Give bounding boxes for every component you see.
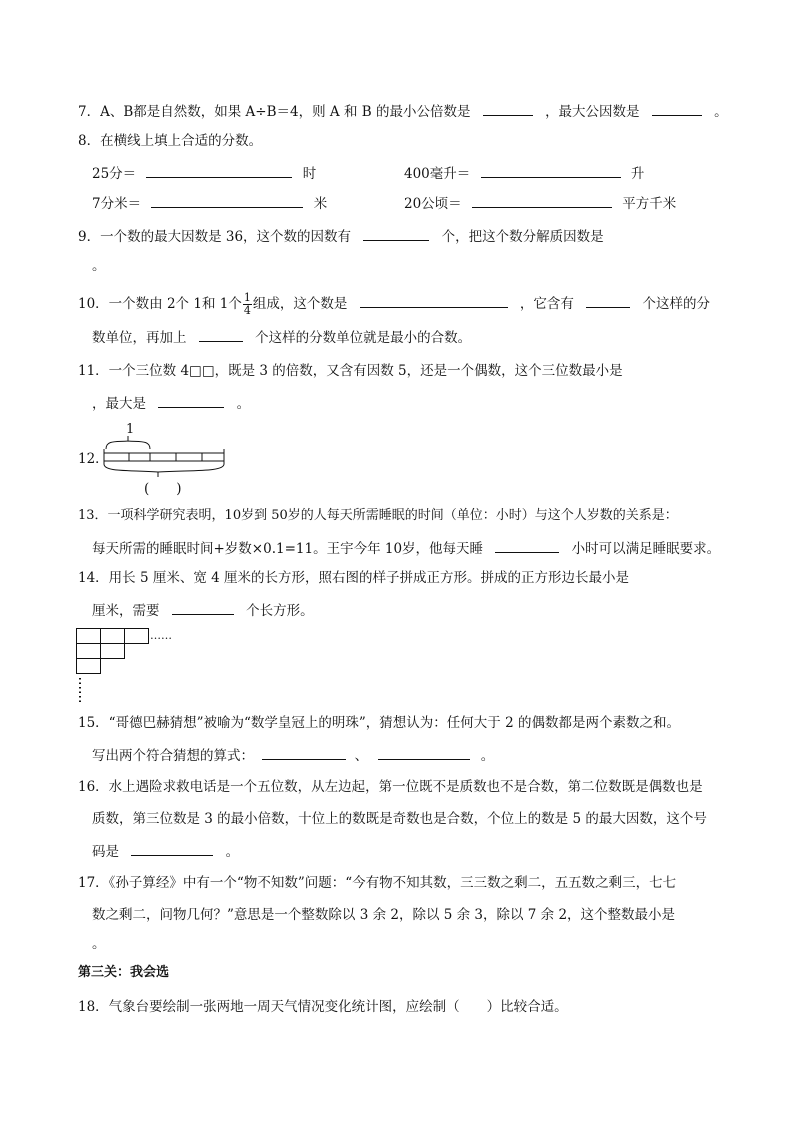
q7-blank-gcd[interactable] bbox=[652, 101, 702, 116]
q11-text-c: 。 bbox=[236, 396, 251, 412]
q8-row2-right bbox=[404, 193, 676, 214]
question-18: 18．气象台要绘制一张两地一周天气情况变化统计图，应绘制（ ）比较合适。 bbox=[78, 999, 568, 1015]
q16-line3 bbox=[92, 841, 239, 862]
q14-text-b: 厘米，需要 bbox=[92, 603, 160, 619]
q8-blank-7dm[interactable] bbox=[151, 193, 303, 208]
q10-line2 bbox=[92, 327, 471, 348]
q16-text-d: 。 bbox=[225, 844, 240, 860]
q15-blank-eq1[interactable] bbox=[262, 745, 346, 760]
q16-text-c: 码是 bbox=[92, 844, 119, 860]
fraction-numerator: 1 bbox=[243, 291, 251, 304]
q8-label-400ml: 400毫升＝ bbox=[404, 166, 471, 182]
q9-text-a: 9．一个数的最大因数是 36，这个数的因数有 bbox=[78, 229, 352, 245]
q9-end: 。 bbox=[92, 258, 106, 274]
q8-unit-liter: 升 bbox=[630, 166, 645, 182]
question-15: 15．“哥德巴赫猜想”被喻为“数学皇冠上的明珠”，猜想认为：任何大于 2 的偶数都是两个素数之和。 bbox=[78, 715, 680, 731]
q8-blank-400ml[interactable] bbox=[481, 163, 621, 178]
q15-text-d: 。 bbox=[480, 748, 495, 764]
q11-blank-max[interactable] bbox=[158, 393, 224, 408]
q10-text-d: 个这样的分 bbox=[642, 296, 711, 312]
fraction-denominator: 4 bbox=[243, 304, 251, 317]
question-17: 17．《孙子算经》中有一个“物不知数”问题：“今有物不知其数，三三数之剩二，五五数之剩三，七七 bbox=[78, 875, 677, 891]
question-9 bbox=[78, 226, 604, 247]
q8-unit-hour: 时 bbox=[302, 166, 317, 182]
section-3-heading: 第三关：我会选 bbox=[78, 965, 170, 980]
q9-text-b: 个，把这个数分解质因数是 bbox=[441, 229, 604, 245]
q10-text-f: 个这样的分数单位就是最小的合数。 bbox=[255, 330, 472, 346]
q8-row1-right bbox=[404, 163, 644, 184]
q16-blank-number[interactable] bbox=[131, 841, 213, 856]
q8-blank-25min[interactable] bbox=[146, 163, 292, 178]
question-13: 13．一项科学研究表明，10岁到 50岁的人每天所需睡眠的时间（单位：小时）与这个人岁数的关系是： bbox=[78, 508, 678, 523]
question-14: 14．用长 5 厘米、宽 4 厘米的长方形，照右图的样子拼成正方形。拼成的正方形边长最小是 bbox=[78, 570, 630, 586]
q13-text-b: 每天所需的睡眠时间+岁数×0.1=11。王宇今年 10岁，他每天睡 bbox=[92, 541, 484, 557]
q12-top-label: 1 bbox=[126, 422, 135, 437]
question-12-label: 12． bbox=[78, 451, 109, 467]
q10-blank-units[interactable] bbox=[586, 293, 630, 308]
q10-blank-add[interactable] bbox=[199, 327, 243, 342]
q15-text-c: 、 bbox=[354, 748, 369, 764]
q8-blank-20ha[interactable] bbox=[472, 193, 612, 208]
q15-blank-eq2[interactable] bbox=[378, 745, 470, 760]
q10-text-a: 10．一个数由 2个 1和 1个 bbox=[78, 296, 242, 312]
q8-row1-left bbox=[92, 163, 316, 184]
q10-text-c: ，它含有 bbox=[519, 296, 574, 312]
q17-line2: 数之剩二，问物几何？”意思是一个整数除以 3 余 2，除以 5 余 3，除以 7 余 2，这个整数最小是 bbox=[92, 907, 676, 923]
q11-line2 bbox=[92, 393, 250, 414]
q7-text-b: ，最大公因数是 bbox=[545, 104, 640, 120]
q14-dots: …… bbox=[150, 629, 172, 642]
q14-rectangle-tiling-diagram bbox=[76, 628, 156, 708]
q8-label-7dm: 7分米＝ bbox=[92, 196, 142, 212]
q12-answer-paren[interactable]: ( ) bbox=[144, 481, 182, 497]
q7-blank-lcm[interactable] bbox=[483, 101, 533, 116]
q14-blank-count[interactable] bbox=[172, 600, 234, 615]
q8-label-20ha: 20公顷＝ bbox=[404, 196, 462, 212]
q8-label-25min: 25分＝ bbox=[92, 166, 137, 182]
question-11: 11．一个三位数 4□□，既是 3 的倍数，又含有因数 5，还是一个偶数，这个三位数最小是 bbox=[78, 363, 623, 379]
question-16: 16．水上遇险求救电话是一个五位数，从左边起，第一位既不是质数也不是合数，第二位数既是偶数也是 bbox=[78, 779, 703, 795]
q8-unit-meter: 米 bbox=[313, 196, 328, 212]
q14-text-c: 个长方形。 bbox=[246, 603, 314, 619]
q8-unit-km2: 平方千米 bbox=[622, 196, 677, 212]
q15-text-b: 写出两个符合猜想的算式： bbox=[92, 748, 254, 764]
fraction-one-quarter bbox=[243, 292, 252, 317]
q16-line2: 质数，第三位数是 3 的最小倍数，十位上的数既是奇数也是合数，个位上的数是 5 的最大因数，这个号 bbox=[92, 811, 707, 827]
q7-text-c: 。 bbox=[714, 104, 728, 120]
q10-blank-number[interactable] bbox=[360, 293, 508, 308]
question-8-title: 8．在横线上填上合适的分数。 bbox=[78, 133, 263, 149]
q15-line2 bbox=[92, 745, 494, 766]
q13-blank-hours[interactable] bbox=[495, 538, 559, 553]
q13-line2 bbox=[92, 538, 720, 559]
q17-line3: 。 bbox=[92, 936, 106, 952]
q10-text-e: 数单位，再加上 bbox=[92, 330, 187, 346]
q8-row2-left bbox=[92, 193, 327, 214]
q10-text-b: 组成，这个数是 bbox=[252, 296, 348, 312]
q14-line2 bbox=[92, 600, 314, 621]
question-7 bbox=[78, 101, 728, 122]
q9-blank-count[interactable] bbox=[363, 226, 429, 241]
q7-text-a: 7．A、B都是自然数，如果 A÷B＝4，则 A 和 B 的最小公倍数是 bbox=[78, 104, 471, 120]
question-10 bbox=[78, 292, 710, 317]
q13-text-c: 小时可以满足睡眠要求。 bbox=[571, 541, 721, 557]
q11-text-b: ，最大是 bbox=[92, 396, 146, 412]
